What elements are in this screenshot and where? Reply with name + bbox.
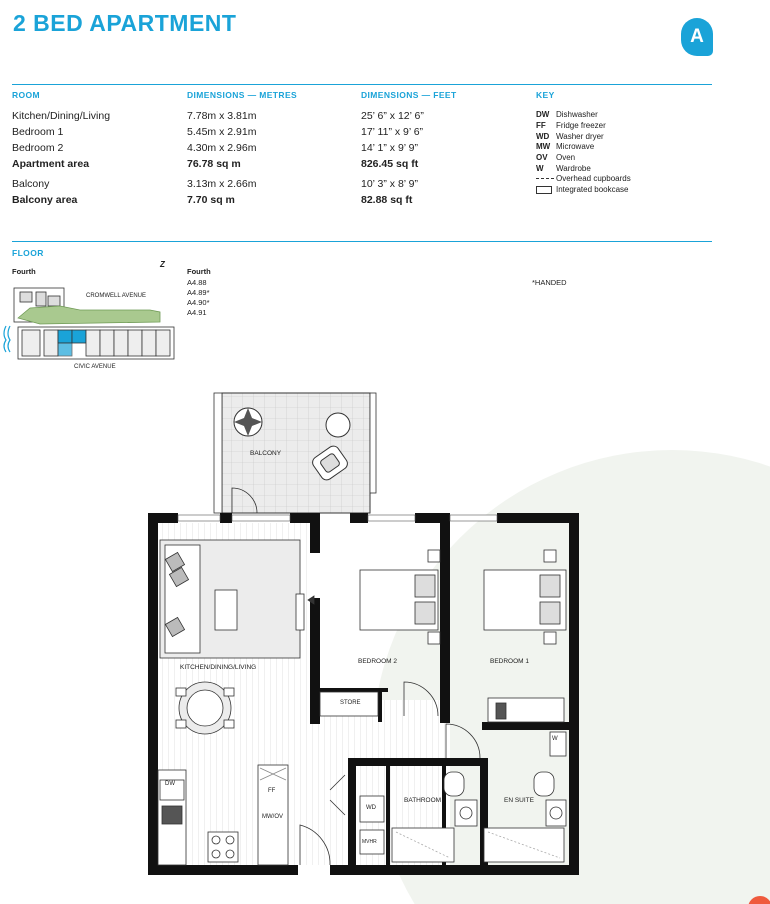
appliance-label-ff: FF	[268, 788, 276, 794]
floor-heading: FLOOR	[12, 248, 44, 258]
room-label-bedroom-2: BEDROOM 2	[358, 658, 398, 665]
key-code: MW	[536, 142, 551, 151]
room-feet: 10’ 3” x 8’ 9”	[361, 178, 418, 190]
appliance-label-wd: WD	[366, 805, 376, 811]
key-label: Washer dryer	[556, 132, 604, 141]
wardrobe-label: W	[552, 736, 558, 742]
units-title: Fourth	[187, 267, 211, 276]
floor-level-label: Fourth	[12, 267, 36, 276]
dining-table	[176, 682, 234, 734]
room-feet: 826.45 sq ft	[361, 158, 419, 170]
key-code: FF	[536, 121, 546, 130]
header-room: ROOM	[12, 90, 41, 100]
key-code: OV	[536, 153, 548, 162]
key-label: Oven	[556, 153, 576, 162]
room-label-bedroom-1: BEDROOM 1	[490, 658, 530, 665]
unit-number: A4.91	[187, 308, 207, 317]
room-name: Balcony area	[12, 194, 78, 206]
appliance-label-mwov: MW/OV	[262, 814, 283, 820]
ensuite-fixtures	[484, 772, 566, 862]
key-code: DW	[536, 110, 550, 119]
apartment-type-badge: A	[681, 18, 713, 56]
balcony	[214, 393, 376, 513]
room-label-bathroom: BATHROOM	[404, 797, 442, 804]
room-label-ensuite: EN SUITE	[504, 797, 534, 804]
unit-number: A4.90*	[187, 298, 210, 307]
header-metres: DIMENSIONS — METRES	[187, 90, 298, 100]
room-feet: 14’ 1” x 9’ 9”	[361, 142, 418, 154]
north-icon: Z	[160, 260, 165, 269]
room-metres: 5.45m x 2.91m	[187, 126, 257, 138]
street-label-bottom: CIVIC AVENUE	[74, 364, 116, 370]
key-label: Microwave	[556, 142, 595, 151]
room-metres: 7.70 sq m	[187, 194, 235, 206]
page-title: 2 BED APARTMENT	[13, 10, 237, 36]
appliance-label-mvhr: MVHR	[362, 839, 377, 845]
room-feet: 82.88 sq ft	[361, 194, 413, 206]
room-name: Apartment area	[12, 158, 90, 170]
unit-number: A4.89*	[187, 288, 210, 297]
room-metres: 4.30m x 2.96m	[187, 142, 257, 154]
room-name: Bedroom 2	[12, 142, 64, 154]
key-label: Integrated bookcase	[556, 185, 629, 194]
key-label: Fridge freezer	[556, 121, 606, 130]
key-label: Wardrobe	[556, 164, 591, 173]
room-label-kitchen: KITCHEN/DINING/LIVING	[180, 664, 257, 671]
room-metres: 76.78 sq m	[187, 158, 241, 170]
key-code: WD	[536, 132, 550, 141]
room-metres: 3.13m x 2.66m	[187, 178, 257, 190]
street-label-top: CROMWELL AVENUE	[86, 293, 147, 299]
header-key: KEY	[536, 90, 555, 100]
room-name: Bedroom 1	[12, 126, 64, 138]
unit-number: A4.88	[187, 278, 207, 287]
room-feet: 17’ 11” x 9’ 6”	[361, 126, 424, 138]
room-feet: 25’ 6” x 12’ 6”	[361, 110, 424, 122]
key-label: Dishwasher	[556, 110, 598, 119]
sofa-area	[160, 540, 314, 658]
key-label: Overhead cupboards	[556, 174, 631, 183]
room-name: Balcony	[12, 178, 50, 190]
handed-note: *HANDED	[532, 278, 567, 287]
room-label-store: STORE	[340, 700, 361, 706]
key-code: W	[536, 164, 544, 173]
header-feet: DIMENSIONS — FEET	[361, 90, 457, 100]
appliance-label-dw: DW	[165, 781, 175, 787]
room-metres: 7.78m x 3.81m	[187, 110, 257, 122]
room-name: Kitchen/Dining/Living	[12, 110, 111, 122]
room-label-balcony: BALCONY	[250, 450, 282, 457]
